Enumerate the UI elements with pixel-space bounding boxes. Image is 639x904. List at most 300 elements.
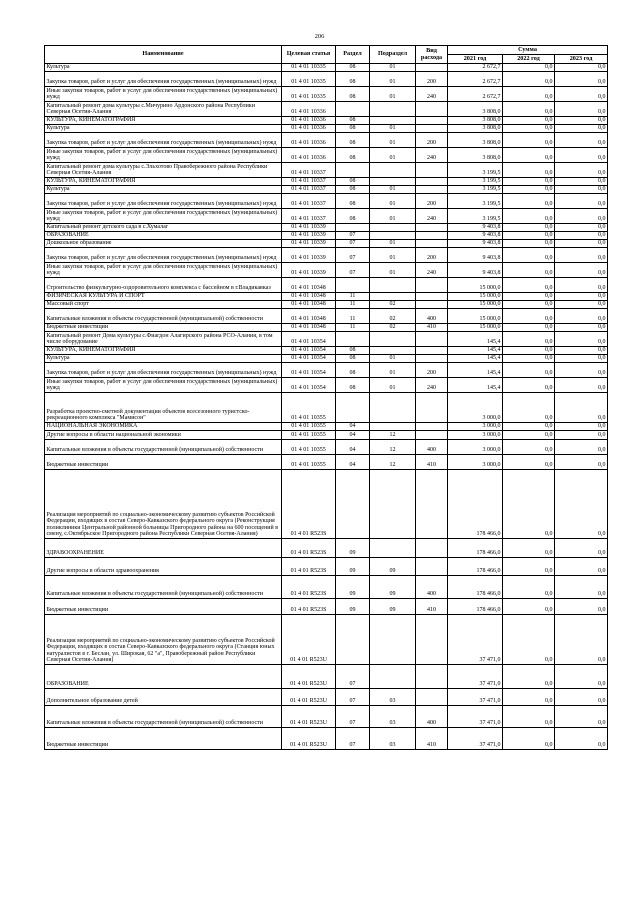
row-section: 08: [336, 133, 370, 148]
row-expense-type: 200: [416, 248, 448, 263]
row-sum-2021: 9 403,8: [448, 240, 503, 248]
row-subsection: 01: [370, 148, 416, 163]
table-row: [45, 263, 608, 278]
row-subsection: [370, 665, 416, 689]
row-expense-type: [416, 186, 448, 194]
row-expense-type: [416, 431, 448, 440]
row-sum-2021: 37 471,0: [448, 615, 503, 665]
row-sum-2021: 3 808,0: [448, 117, 503, 125]
row-sum-2021: 3 000,0: [448, 423, 503, 431]
row-target-article: 01 4 01 10339: [282, 224, 336, 232]
row-name: Капитальный ремонт Дома культуры с.Фиагдон Алагирского района РСО-Алания, в том числе оборудование: [45, 332, 282, 347]
row-name: Строительство физкультурно-оздоровительного комплекса с бассейном в г.Владикавказ: [45, 278, 282, 293]
row-sum-2022: 0,0: [503, 363, 555, 378]
row-sum-2022: 0,0: [503, 148, 555, 163]
row-sum-2021: 15 000,0: [448, 293, 503, 301]
row-expense-type: [416, 125, 448, 133]
row-section: 08: [336, 117, 370, 125]
row-expense-type: 240: [416, 148, 448, 163]
row-expense-type: 200: [416, 72, 448, 87]
row-subsection: 02: [370, 324, 416, 332]
row-target-article: 01 4 01 10354: [282, 332, 336, 347]
row-section: [336, 393, 370, 423]
row-section: 07: [336, 232, 370, 240]
row-section: 09: [336, 576, 370, 599]
row-sum-2023: 0,0: [555, 148, 608, 163]
table-row: [45, 665, 608, 689]
row-sum-2023: 0,0: [555, 615, 608, 665]
row-target-article: 01 4 01 R523U: [282, 728, 336, 750]
row-sum-2023: 0,0: [555, 665, 608, 689]
header-section: Раздел: [336, 46, 370, 64]
row-subsection: 01: [370, 355, 416, 363]
table-row: [45, 278, 608, 293]
row-target-article: 01 4 01 10355: [282, 455, 336, 470]
row-subsection: 01: [370, 125, 416, 133]
row-sum-2022: 0,0: [503, 133, 555, 148]
row-sum-2023: 0,0: [555, 363, 608, 378]
table-row: [45, 440, 608, 455]
row-sum-2021: 15 000,0: [448, 278, 503, 293]
row-name: НАЦИОНАЛЬНАЯ ЭКОНОМИКА: [45, 423, 282, 431]
row-sum-2021: 9 403,8: [448, 224, 503, 232]
row-section: 07: [336, 665, 370, 689]
row-name: Бюджетные инвестиции: [45, 324, 282, 332]
row-subsection: [370, 178, 416, 186]
row-subsection: 01: [370, 248, 416, 263]
row-name: Культура: [45, 186, 282, 194]
row-target-article: 01 4 01 10336: [282, 117, 336, 125]
row-expense-type: 400: [416, 706, 448, 728]
row-target-article: 01 4 01 10337: [282, 186, 336, 194]
row-sum-2021: 178 466,0: [448, 470, 503, 539]
row-subsection: 01: [370, 378, 416, 393]
header-year-2021: 2021 год: [448, 55, 503, 64]
row-subsection: 01: [370, 209, 416, 224]
row-section: 08: [336, 148, 370, 163]
row-sum-2021: 145,4: [448, 378, 503, 393]
row-section: 04: [336, 440, 370, 455]
table-row: [45, 539, 608, 558]
table-row: [45, 133, 608, 148]
row-sum-2023: 0,0: [555, 539, 608, 558]
row-expense-type: [416, 224, 448, 232]
row-name: Капитальный ремонт дома культуры с.Мичурино Ардонского района Республики Северная Осетия-Алания: [45, 102, 282, 117]
row-expense-type: 410: [416, 599, 448, 615]
row-name: Иные закупки товаров, работ и услуг для обеспечения государственных (муниципальных) нужд: [45, 87, 282, 102]
row-sum-2023: 0,0: [555, 133, 608, 148]
row-subsection: [370, 470, 416, 539]
table-row: [45, 209, 608, 224]
table-row: [45, 470, 608, 539]
row-expense-type: [416, 689, 448, 706]
row-sum-2023: 0,0: [555, 293, 608, 301]
row-subsection: [370, 423, 416, 431]
row-section: 04: [336, 431, 370, 440]
row-target-article: 01 4 01 10335: [282, 87, 336, 102]
row-sum-2023: 0,0: [555, 706, 608, 728]
row-sum-2023: 0,0: [555, 194, 608, 209]
row-expense-type: [416, 232, 448, 240]
row-sum-2022: 0,0: [503, 706, 555, 728]
row-subsection: 12: [370, 431, 416, 440]
row-section: [336, 332, 370, 347]
table-row: [45, 423, 608, 431]
row-sum-2022: 0,0: [503, 224, 555, 232]
row-sum-2022: 0,0: [503, 64, 555, 72]
row-subsection: [370, 539, 416, 558]
row-target-article: 01 4 01 10337: [282, 178, 336, 186]
row-sum-2021: 3 199,5: [448, 194, 503, 209]
row-name: ЗДРАВООХРАНЕНИЕ: [45, 539, 282, 558]
row-sum-2023: 0,0: [555, 423, 608, 431]
row-sum-2022: 0,0: [503, 87, 555, 102]
row-expense-type: [416, 423, 448, 431]
row-sum-2021: 2 672,7: [448, 72, 503, 87]
row-subsection: [370, 102, 416, 117]
row-sum-2021: 3 000,0: [448, 455, 503, 470]
table-row: [45, 378, 608, 393]
row-sum-2022: 0,0: [503, 728, 555, 750]
row-section: 09: [336, 599, 370, 615]
row-sum-2023: 0,0: [555, 558, 608, 576]
row-subsection: [370, 347, 416, 355]
row-section: 04: [336, 423, 370, 431]
row-sum-2021: 3 199,5: [448, 186, 503, 194]
table-row: [45, 599, 608, 615]
row-sum-2022: 0,0: [503, 423, 555, 431]
row-sum-2023: 0,0: [555, 301, 608, 309]
row-target-article: 01 4 01 10354: [282, 355, 336, 363]
row-name: Культура: [45, 355, 282, 363]
table-row: [45, 224, 608, 232]
row-target-article: 01 4 01 10335: [282, 64, 336, 72]
row-expense-type: [416, 539, 448, 558]
row-sum-2023: 0,0: [555, 72, 608, 87]
row-name: Иные закупки товаров, работ и услуг для обеспечения государственных (муниципальных) нужд: [45, 209, 282, 224]
row-target-article: 01 4 01 10348: [282, 293, 336, 301]
row-subsection: [370, 224, 416, 232]
row-section: 07: [336, 689, 370, 706]
row-sum-2023: 0,0: [555, 332, 608, 347]
row-sum-2023: 0,0: [555, 309, 608, 324]
row-sum-2023: 0,0: [555, 163, 608, 178]
row-expense-type: [416, 355, 448, 363]
row-name: ОБРАЗОВАНИЕ: [45, 232, 282, 240]
row-sum-2023: 0,0: [555, 278, 608, 293]
row-subsection: [370, 293, 416, 301]
row-name: Бюджетные инвестиции: [45, 728, 282, 750]
row-expense-type: 410: [416, 455, 448, 470]
row-name: Закупка товаров, работ и услуг для обеспечения государственных (муниципальных) нужд: [45, 194, 282, 209]
row-sum-2022: 0,0: [503, 263, 555, 278]
row-target-article: 01 4 01 R523U: [282, 615, 336, 665]
row-section: [336, 615, 370, 665]
row-target-article: 01 4 01 R523S: [282, 470, 336, 539]
row-sum-2021: 3 000,0: [448, 440, 503, 455]
row-name: Иные закупки товаров, работ и услуг для обеспечения государственных (муниципальных) нужд: [45, 263, 282, 278]
row-subsection: 09: [370, 599, 416, 615]
row-sum-2022: 0,0: [503, 393, 555, 423]
row-sum-2022: 0,0: [503, 232, 555, 240]
row-expense-type: [416, 178, 448, 186]
row-section: 08: [336, 186, 370, 194]
row-sum-2022: 0,0: [503, 455, 555, 470]
row-expense-type: 240: [416, 209, 448, 224]
row-target-article: 01 4 01 10355: [282, 423, 336, 431]
row-subsection: 02: [370, 309, 416, 324]
row-name: Другие вопросы в области национальной экономики: [45, 431, 282, 440]
row-section: [336, 102, 370, 117]
row-sum-2022: 0,0: [503, 186, 555, 194]
row-target-article: 01 4 01 R523U: [282, 706, 336, 728]
row-subsection: 02: [370, 301, 416, 309]
row-section: 07: [336, 706, 370, 728]
row-sum-2022: 0,0: [503, 470, 555, 539]
row-subsection: [370, 615, 416, 665]
row-sum-2022: 0,0: [503, 301, 555, 309]
row-target-article: 01 4 01 10339: [282, 248, 336, 263]
row-sum-2022: 0,0: [503, 178, 555, 186]
budget-table: [44, 45, 608, 750]
row-sum-2021: 178 466,0: [448, 558, 503, 576]
row-sum-2023: 0,0: [555, 599, 608, 615]
row-expense-type: 200: [416, 133, 448, 148]
row-expense-type: [416, 64, 448, 72]
row-section: [336, 470, 370, 539]
row-expense-type: [416, 278, 448, 293]
row-target-article: 01 4 01 R523S: [282, 599, 336, 615]
row-sum-2021: 3 199,5: [448, 163, 503, 178]
row-expense-type: [416, 332, 448, 347]
row-subsection: [370, 117, 416, 125]
row-target-article: 01 4 01 R523U: [282, 665, 336, 689]
table-row: [45, 455, 608, 470]
row-section: 08: [336, 87, 370, 102]
row-subsection: 01: [370, 263, 416, 278]
table-row: [45, 232, 608, 240]
row-expense-type: [416, 117, 448, 125]
row-expense-type: [416, 240, 448, 248]
row-sum-2022: 0,0: [503, 194, 555, 209]
row-sum-2021: 9 403,8: [448, 263, 503, 278]
row-name: Культура: [45, 125, 282, 133]
row-sum-2021: 3 199,5: [448, 209, 503, 224]
row-name: КУЛЬТУРА, КИНЕМАТОГРАФИЯ: [45, 347, 282, 355]
table-row: [45, 117, 608, 125]
row-section: 11: [336, 309, 370, 324]
row-sum-2022: 0,0: [503, 539, 555, 558]
row-section: 09: [336, 558, 370, 576]
row-target-article: 01 4 01 10355: [282, 393, 336, 423]
row-sum-2023: 0,0: [555, 324, 608, 332]
row-expense-type: 200: [416, 363, 448, 378]
table-row: [45, 324, 608, 332]
row-sum-2022: 0,0: [503, 599, 555, 615]
row-sum-2021: 3 199,5: [448, 178, 503, 186]
row-sum-2023: 0,0: [555, 393, 608, 423]
row-section: 04: [336, 455, 370, 470]
row-sum-2023: 0,0: [555, 248, 608, 263]
row-sum-2021: 178 466,0: [448, 576, 503, 599]
row-name: ОБРАЗОВАНИЕ: [45, 665, 282, 689]
row-subsection: 12: [370, 440, 416, 455]
row-sum-2023: 0,0: [555, 186, 608, 194]
row-expense-type: [416, 347, 448, 355]
row-sum-2021: 3 808,0: [448, 148, 503, 163]
row-expense-type: [416, 293, 448, 301]
row-sum-2022: 0,0: [503, 431, 555, 440]
table-row: [45, 309, 608, 324]
row-section: [336, 278, 370, 293]
row-sum-2023: 0,0: [555, 347, 608, 355]
row-subsection: 12: [370, 455, 416, 470]
row-sum-2022: 0,0: [503, 209, 555, 224]
row-target-article: 01 4 01 10337: [282, 209, 336, 224]
row-sum-2023: 0,0: [555, 209, 608, 224]
row-sum-2023: 0,0: [555, 378, 608, 393]
header-year-2022: 2022 год: [503, 55, 555, 64]
row-sum-2023: 0,0: [555, 440, 608, 455]
row-subsection: 01: [370, 240, 416, 248]
row-sum-2021: 3 000,0: [448, 393, 503, 423]
row-sum-2021: 2 672,7: [448, 87, 503, 102]
table-row: [45, 363, 608, 378]
row-sum-2021: 3 808,0: [448, 133, 503, 148]
row-section: 11: [336, 324, 370, 332]
row-sum-2022: 0,0: [503, 615, 555, 665]
row-name: Закупка товаров, работ и услуг для обеспечения государственных (муниципальных) нужд: [45, 248, 282, 263]
row-sum-2021: 15 000,0: [448, 324, 503, 332]
row-target-article: 01 4 01 10339: [282, 232, 336, 240]
row-name: Разработка проектно-сметной документации объектов всесезонного туристско-рекреационного комплекса "Мамисон": [45, 393, 282, 423]
row-target-article: 01 4 01 10339: [282, 240, 336, 248]
row-subsection: 01: [370, 194, 416, 209]
row-sum-2023: 0,0: [555, 232, 608, 240]
row-section: 11: [336, 293, 370, 301]
row-sum-2023: 0,0: [555, 224, 608, 232]
row-sum-2023: 0,0: [555, 455, 608, 470]
row-name: ФИЗИЧЕСКАЯ КУЛЬТУРА И СПОРТ: [45, 293, 282, 301]
row-sum-2021: 145,4: [448, 355, 503, 363]
row-section: [336, 224, 370, 232]
row-sum-2021: 9 403,8: [448, 248, 503, 263]
row-section: 08: [336, 378, 370, 393]
row-sum-2022: 0,0: [503, 248, 555, 263]
row-name: Культура: [45, 64, 282, 72]
row-sum-2021: 37 471,0: [448, 706, 503, 728]
row-subsection: 01: [370, 363, 416, 378]
row-sum-2023: 0,0: [555, 470, 608, 539]
row-section: 07: [336, 240, 370, 248]
row-name: Капитальные вложения в объекты государственной (муниципальной) собственности: [45, 706, 282, 728]
row-subsection: 01: [370, 87, 416, 102]
row-subsection: 03: [370, 706, 416, 728]
row-sum-2023: 0,0: [555, 102, 608, 117]
table-row: [45, 728, 608, 750]
table-row: [45, 558, 608, 576]
row-subsection: 09: [370, 576, 416, 599]
header-name: Наименование: [45, 46, 282, 64]
row-sum-2023: 0,0: [555, 431, 608, 440]
row-sum-2023: 0,0: [555, 178, 608, 186]
table-row: [45, 689, 608, 706]
page-number: 206: [314, 33, 325, 40]
row-name: Капитальный ремонт дома культуры с.Эльхотово Правобережного района Республики Северная Осетия-Алания: [45, 163, 282, 178]
table-row: [45, 293, 608, 301]
row-expense-type: 400: [416, 440, 448, 455]
table-header: [45, 46, 608, 64]
row-sum-2023: 0,0: [555, 689, 608, 706]
row-expense-type: 410: [416, 728, 448, 750]
row-name: Капитальные вложения в объекты государственной (муниципальной) собственности: [45, 440, 282, 455]
row-sum-2023: 0,0: [555, 263, 608, 278]
row-name: Закупка товаров, работ и услуг для обеспечения государственных (муниципальных) нужд: [45, 133, 282, 148]
row-subsection: 01: [370, 186, 416, 194]
table-row: [45, 355, 608, 363]
row-sum-2022: 0,0: [503, 102, 555, 117]
row-target-article: 01 4 01 R523S: [282, 539, 336, 558]
row-target-article: 01 4 01 10355: [282, 431, 336, 440]
row-sum-2022: 0,0: [503, 332, 555, 347]
row-name: Реализация мероприятий по социально-экономическому развитию субъектов Российской Федерации, входящих в состав Северо-Кавказского федерального округа (Реконструкция поликлиники Центральной районной больницы Пригородного района на 600 посещений в смену, с.Октябрьское Пригородного района Республики Северная Осетия-Алания): [45, 470, 282, 539]
row-name: Бюджетные инвестиции: [45, 599, 282, 615]
row-sum-2021: 145,4: [448, 347, 503, 355]
table-body: [45, 64, 608, 750]
row-sum-2021: 37 471,0: [448, 665, 503, 689]
row-subsection: 03: [370, 689, 416, 706]
row-expense-type: 400: [416, 576, 448, 599]
table-row: [45, 186, 608, 194]
row-target-article: 01 4 01 10354: [282, 347, 336, 355]
row-expense-type: [416, 470, 448, 539]
row-sum-2023: 0,0: [555, 117, 608, 125]
row-expense-type: [416, 558, 448, 576]
row-section: 08: [336, 363, 370, 378]
row-name: Реализация мероприятий по социально-экономическому развитию субъектов Российской Федерации, входящих в состав Северо-Кавказского федерального округа (Станция юных натуралистов в г. Беслан, ул. Широкая, 62 "а", Правобережный район Республики Северная Осетия-Алания): [45, 615, 282, 665]
row-subsection: 01: [370, 72, 416, 87]
table-row: [45, 248, 608, 263]
row-subsection: [370, 278, 416, 293]
row-name: Закупка товаров, работ и услуг для обеспечения государственных (муниципальных) нужд: [45, 72, 282, 87]
row-sum-2022: 0,0: [503, 240, 555, 248]
row-name: Капитальный ремонт детского сада в с.Хумалаг: [45, 224, 282, 232]
row-name: КУЛЬТУРА, КИНЕМАТОГРАФИЯ: [45, 178, 282, 186]
row-target-article: 01 4 01 R523S: [282, 558, 336, 576]
row-target-article: 01 4 01 R523U: [282, 689, 336, 706]
row-sum-2023: 0,0: [555, 125, 608, 133]
row-name: Массовый спорт: [45, 301, 282, 309]
row-sum-2023: 0,0: [555, 728, 608, 750]
table-row: [45, 178, 608, 186]
row-section: 07: [336, 728, 370, 750]
row-sum-2021: 37 471,0: [448, 728, 503, 750]
row-sum-2023: 0,0: [555, 87, 608, 102]
table-row: [45, 148, 608, 163]
table-row: [45, 347, 608, 355]
row-target-article: 01 4 01 10348: [282, 324, 336, 332]
row-sum-2022: 0,0: [503, 558, 555, 576]
row-sum-2022: 0,0: [503, 689, 555, 706]
row-sum-2021: 15 000,0: [448, 301, 503, 309]
row-sum-2023: 0,0: [555, 240, 608, 248]
row-section: 08: [336, 209, 370, 224]
row-target-article: 01 4 01 R523S: [282, 576, 336, 599]
row-sum-2022: 0,0: [503, 293, 555, 301]
row-sum-2021: 3 000,0: [448, 431, 503, 440]
row-subsection: 01: [370, 133, 416, 148]
header-subsection: Подраздел: [370, 46, 416, 64]
